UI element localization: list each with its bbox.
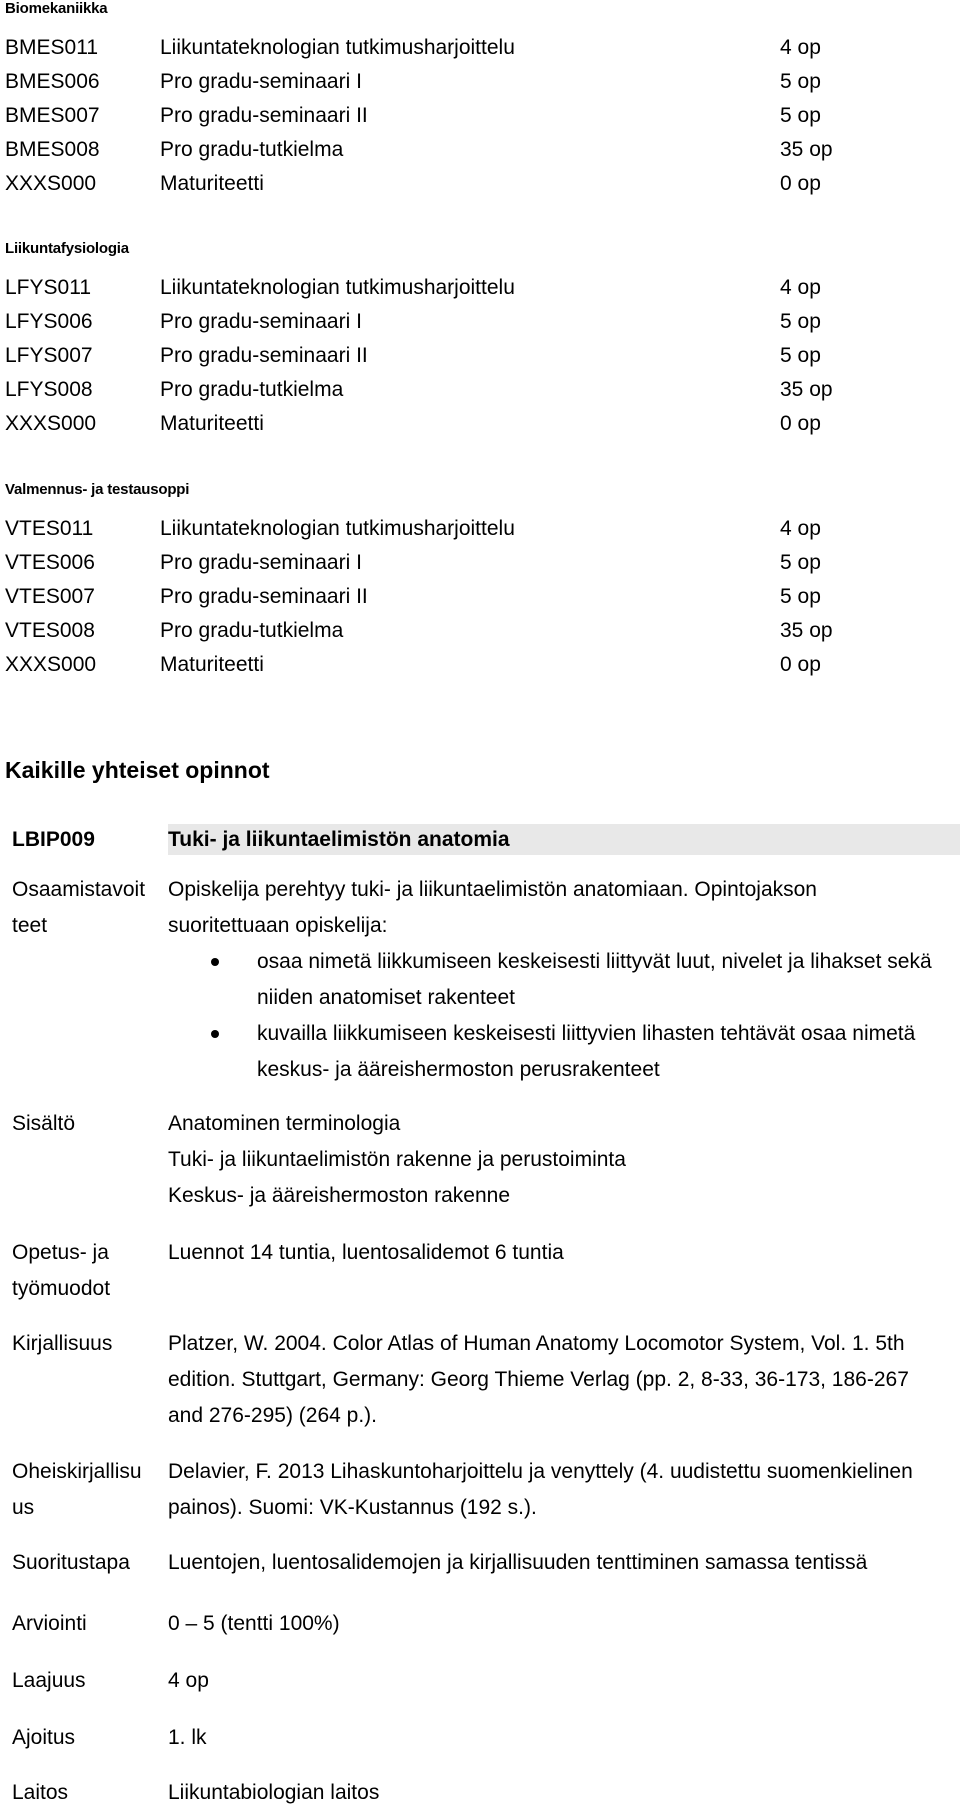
course-code-label: LBIP009	[12, 828, 95, 851]
completion-label: Suoritustapa	[12, 1551, 130, 1574]
outcome-line: niiden anatomiset rakenteet	[257, 986, 515, 1009]
course-code: BMES006	[5, 70, 100, 93]
course-code: VTES008	[5, 619, 95, 642]
course-credits: 5 op	[780, 70, 821, 93]
course-code: BMES011	[5, 36, 98, 59]
methods-value: Luennot 14 tuntia, luentosalidemot 6 tuntia	[168, 1241, 564, 1264]
content-line: Tuki- ja liikuntaelimistön rakenne ja perustoiminta	[168, 1148, 626, 1171]
course-name: Liikuntateknologian tutkimusharjoittelu	[160, 517, 515, 540]
outcomes-value	[168, 872, 958, 1088]
course-code: LFYS007	[5, 344, 93, 367]
course-row	[5, 546, 905, 580]
course-credits: 35 op	[780, 619, 833, 642]
course-row	[5, 339, 905, 373]
course-code: XXXS000	[5, 172, 97, 195]
section-title-liikuntafysiologia: Liikuntafysiologia	[5, 240, 129, 257]
course-row	[5, 65, 905, 99]
course-row	[5, 512, 905, 546]
outcome-line: kuvailla liikkumiseen keskeisesti liittyvien lihasten tehtävät osaa nimetä	[257, 1022, 916, 1045]
course-credits: 5 op	[780, 104, 821, 127]
section-title-biomekaniikka: Biomekaniikka	[5, 0, 108, 17]
content-line: Keskus- ja ääreishermoston rakenne	[168, 1184, 511, 1207]
course-name: Pro gradu-seminaari II	[160, 344, 368, 367]
course-code: VTES011	[5, 517, 94, 540]
course-code: LFYS006	[5, 310, 93, 333]
course-name: Pro gradu-seminaari I	[160, 70, 362, 93]
course-credits: 4 op	[780, 276, 821, 299]
course-credits: 0 op	[780, 412, 821, 435]
outcome-line: osaa nimetä liikkumiseen keskeisesti liittyvät luut, nivelet ja lihakset sekä	[257, 950, 932, 973]
methods-label-line: Opetus- ja	[12, 1241, 109, 1264]
course-credits: 5 op	[780, 551, 821, 574]
course-row	[5, 271, 905, 305]
outcomes-list	[168, 944, 958, 1088]
department-value: Liikuntabiologian laitos	[168, 1781, 380, 1804]
scope-label: Laajuus	[12, 1669, 86, 1692]
course-credits: 0 op	[780, 653, 821, 676]
course-credits: 35 op	[780, 378, 833, 401]
course-row	[5, 31, 905, 65]
methods-label-line: työmuodot	[12, 1277, 111, 1300]
course-credits: 4 op	[780, 36, 821, 59]
literature-line: and 276-295) (264 p.).	[168, 1404, 377, 1427]
course-name: Pro gradu-seminaari II	[160, 585, 368, 608]
assessment-value: 0 – 5 (tentti 100%)	[168, 1612, 340, 1635]
course-name: Pro gradu-tutkielma	[160, 619, 344, 642]
course-name: Maturiteetti	[160, 653, 264, 676]
department-label: Laitos	[12, 1781, 69, 1804]
course-name: Pro gradu-seminaari I	[160, 310, 362, 333]
course-name: Pro gradu-seminaari II	[160, 104, 368, 127]
bullet-icon	[211, 1030, 219, 1038]
course-name: Pro gradu-seminaari I	[160, 551, 362, 574]
course-code: BMES008	[5, 138, 100, 161]
outcomes-label-line: teet	[12, 914, 48, 937]
course-row	[5, 407, 905, 441]
course-row	[5, 614, 905, 648]
course-code: BMES007	[5, 104, 100, 127]
course-credits: 5 op	[780, 585, 821, 608]
course-row	[5, 373, 905, 407]
literature-line: edition. Stuttgart, Germany: Georg Thieme Verlag (pp. 2, 8-33, 36-173, 186-267	[168, 1368, 909, 1391]
scope-value: 4 op	[168, 1669, 209, 1692]
course-row	[5, 167, 905, 201]
course-credits: 35 op	[780, 138, 833, 161]
outcomes-label	[12, 872, 152, 944]
supplementary-label-line: Oheiskirjallisu	[12, 1460, 142, 1483]
course-code: XXXS000	[5, 653, 97, 676]
section-title-valmennus: Valmennus- ja testausoppi	[5, 481, 190, 498]
content-line: Anatominen terminologia	[168, 1112, 401, 1135]
supplementary-literature-label	[12, 1454, 152, 1526]
literature-line: Platzer, W. 2004. Color Atlas of Human Anatomy Locomotor System, Vol. 1. 5th	[168, 1332, 905, 1355]
course-row	[5, 133, 905, 167]
course-credits: 0 op	[780, 172, 821, 195]
outcome-line: keskus- ja ääreishermoston perusrakenteet	[257, 1058, 660, 1081]
course-code: VTES006	[5, 551, 95, 574]
timing-label: Ajoitus	[12, 1726, 76, 1749]
course-name: Liikuntateknologian tutkimusharjoittelu	[160, 276, 515, 299]
outcomes-intro-line: suoritettuaan opiskelija:	[168, 914, 388, 937]
course-title: Tuki- ja liikuntaelimistön anatomia	[168, 828, 510, 851]
outcome-item	[168, 1016, 957, 1088]
course-credits: 5 op	[780, 310, 821, 333]
supplementary-line: Delavier, F. 2013 Lihaskuntoharjoittelu ja venyttely (4. uudistettu suomenkielinen	[168, 1460, 913, 1483]
supplementary-line: painos). Suomi: VK-Kustannus (192 s.).	[168, 1496, 537, 1519]
methods-label	[12, 1235, 152, 1307]
course-name: Maturiteetti	[160, 172, 264, 195]
bullet-icon	[211, 958, 219, 966]
content-value	[168, 1106, 958, 1214]
course-row	[5, 99, 905, 133]
course-name: Maturiteetti	[160, 412, 264, 435]
course-credits: 4 op	[780, 517, 821, 540]
course-row	[5, 580, 905, 614]
course-name: Pro gradu-tutkielma	[160, 138, 344, 161]
assessment-label: Arviointi	[12, 1612, 87, 1635]
literature-value	[168, 1326, 958, 1434]
outcomes-label-line: Osaamistavoit	[12, 878, 146, 901]
course-credits: 5 op	[780, 344, 821, 367]
course-code: LFYS011	[5, 276, 91, 299]
common-studies-title: Kaikille yhteiset opinnot	[5, 757, 270, 783]
course-code: LFYS008	[5, 378, 93, 401]
course-row	[5, 648, 905, 682]
completion-value: Luentojen, luentosalidemojen ja kirjallisuuden tenttiminen samassa tentissä	[168, 1551, 868, 1574]
course-name: Liikuntateknologian tutkimusharjoittelu	[160, 36, 515, 59]
content-label: Sisältö	[12, 1112, 76, 1135]
literature-label: Kirjallisuus	[12, 1332, 113, 1355]
course-row	[5, 305, 905, 339]
supplementary-label-line: us	[12, 1496, 35, 1519]
timing-value: 1. lk	[168, 1726, 207, 1749]
outcome-item	[168, 944, 957, 1016]
supplementary-literature-value	[168, 1454, 958, 1526]
course-code: VTES007	[5, 585, 95, 608]
outcomes-intro-line: Opiskelija perehtyy tuki- ja liikuntaelimistön anatomiaan. Opintojakson	[168, 878, 817, 901]
course-code: XXXS000	[5, 412, 97, 435]
course-name: Pro gradu-tutkielma	[160, 378, 344, 401]
